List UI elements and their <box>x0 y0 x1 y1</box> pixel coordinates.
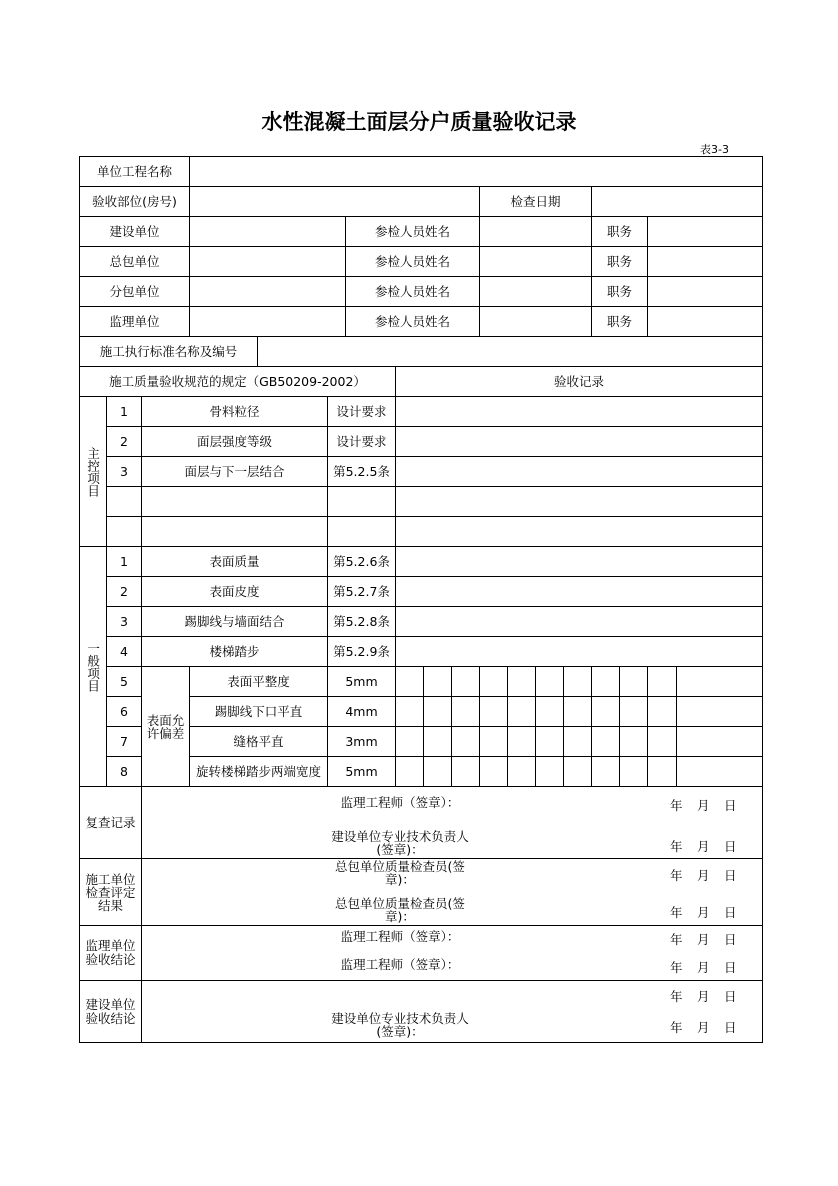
item-spec: 第5.2.7条 <box>327 576 396 607</box>
measurement-cell[interactable] <box>535 756 564 787</box>
day-label: 日 <box>724 960 737 975</box>
project-name-label: 单位工程名称 <box>79 156 190 187</box>
item-number: 2 <box>106 576 142 607</box>
contractor-label: 施工单位检查评定结果 <box>79 858 142 926</box>
item-spec: 5mm <box>327 756 396 787</box>
item-name: 楼梯踏步 <box>141 636 328 667</box>
measurement-cell[interactable] <box>423 726 452 757</box>
inspector-label: 参检人员姓名 <box>345 276 480 307</box>
inspector-field[interactable] <box>479 276 592 307</box>
measurement-cell[interactable] <box>451 726 480 757</box>
measurement-cell[interactable] <box>395 726 424 757</box>
review-sig-supervisor: 监理工程师（签章）： <box>340 795 460 810</box>
item-spec <box>327 516 396 547</box>
measurement-cell[interactable] <box>619 666 648 697</box>
spec-header: 施工质量验收规范的规定（GB50209-2002） <box>79 366 396 397</box>
inspector-field[interactable] <box>479 216 592 247</box>
unit-field[interactable] <box>189 246 346 277</box>
measurement-cell[interactable] <box>507 696 536 727</box>
form-number: 表3-3 <box>700 143 729 156</box>
day-label: 日 <box>724 798 737 813</box>
item-number: 8 <box>106 756 142 787</box>
year-label: 年 <box>670 868 683 883</box>
contractor-sig-1-line2: 章)： <box>385 872 415 887</box>
item-name <box>141 486 328 517</box>
item-record[interactable] <box>395 396 763 427</box>
measurement-cell[interactable] <box>591 696 620 727</box>
measurement-cell[interactable] <box>591 726 620 757</box>
measurement-cell[interactable] <box>619 756 648 787</box>
owner-label: 建设单位验收结论 <box>79 980 142 1043</box>
date-line <box>670 866 751 884</box>
date-line <box>670 1018 751 1036</box>
deviation-label: 表面允许偏差 <box>141 666 190 787</box>
measurement-cell[interactable] <box>563 696 592 727</box>
item-number: 2 <box>106 426 142 457</box>
review-sig-owner-line1: 建设单位专业技术负责人 <box>331 829 469 844</box>
measurement-cell[interactable] <box>619 726 648 757</box>
date-line <box>670 930 751 948</box>
inspector-label: 参检人员姓名 <box>345 216 480 247</box>
owner-sig-line2: (签章)： <box>376 1024 424 1039</box>
year-label: 年 <box>670 798 683 813</box>
item-record[interactable] <box>395 456 763 487</box>
year-label: 年 <box>670 1020 683 1035</box>
measurement-cell[interactable] <box>479 756 508 787</box>
item-name: 旋转楼梯踏步两端宽度 <box>189 756 328 787</box>
unit-label: 分包单位 <box>79 276 190 307</box>
contractor-sig-1-line1: 总包单位质量检查员(签 <box>335 859 465 874</box>
item-record[interactable] <box>395 486 763 517</box>
measurement-cell[interactable] <box>591 666 620 697</box>
record-header: 验收记录 <box>395 366 763 397</box>
page-title: 水性混凝土面层分户质量验收记录 <box>261 110 577 134</box>
item-spec: 4mm <box>327 696 396 727</box>
year-label: 年 <box>670 839 683 854</box>
item-spec: 第5.2.9条 <box>327 636 396 667</box>
position-label: 职务 <box>591 246 648 277</box>
check-date-field[interactable] <box>591 186 763 217</box>
day-label: 日 <box>724 868 737 883</box>
measurement-cell[interactable] <box>563 756 592 787</box>
inspector-field[interactable] <box>479 306 592 337</box>
unit-field[interactable] <box>189 276 346 307</box>
check-date-label: 检查日期 <box>479 186 592 217</box>
position-field[interactable] <box>647 276 763 307</box>
item-number: 6 <box>106 696 142 727</box>
item-number: 3 <box>106 606 142 637</box>
item-spec: 设计要求 <box>327 396 396 427</box>
item-name: 踢脚线与墙面结合 <box>141 606 328 637</box>
measurement-cell[interactable] <box>676 756 763 787</box>
measurement-cell[interactable] <box>591 756 620 787</box>
contractor-sig-2-line2: 章)： <box>385 909 415 924</box>
item-spec: 3mm <box>327 726 396 757</box>
measurement-cell[interactable] <box>451 666 480 697</box>
month-label: 月 <box>697 932 710 947</box>
measurement-cell[interactable] <box>535 666 564 697</box>
month-label: 月 <box>697 1020 710 1035</box>
year-label: 年 <box>670 989 683 1004</box>
month-label: 月 <box>697 989 710 1004</box>
measurement-cell[interactable] <box>423 666 452 697</box>
measurement-cell[interactable] <box>676 696 763 727</box>
position-label: 职务 <box>591 276 648 307</box>
standard-field[interactable] <box>257 336 763 367</box>
owner-sig-line1: 建设单位专业技术负责人 <box>331 1011 469 1026</box>
date-line <box>670 903 751 921</box>
item-number: 5 <box>106 666 142 697</box>
month-label: 月 <box>697 839 710 854</box>
day-label: 日 <box>724 932 737 947</box>
month-label: 月 <box>697 798 710 813</box>
supervisor-sig-1: 监理工程师（签章）： <box>340 929 460 944</box>
year-label: 年 <box>670 960 683 975</box>
date-line <box>670 958 751 976</box>
day-label: 日 <box>724 989 737 1004</box>
measurement-cell[interactable] <box>479 696 508 727</box>
measurement-cell[interactable] <box>647 726 677 757</box>
standard-label: 施工执行标准名称及编号 <box>79 336 258 367</box>
position-field[interactable] <box>647 216 763 247</box>
measurement-cell[interactable] <box>451 696 480 727</box>
measurement-cell[interactable] <box>647 756 677 787</box>
item-record[interactable] <box>395 426 763 457</box>
item-name: 缝格平直 <box>189 726 328 757</box>
item-number <box>106 516 142 547</box>
measurement-cell[interactable] <box>507 666 536 697</box>
main-control-label: 主控项目 <box>79 396 107 547</box>
measurement-cell[interactable] <box>535 726 564 757</box>
position-field[interactable] <box>647 246 763 277</box>
item-record[interactable] <box>395 606 763 637</box>
year-label: 年 <box>670 932 683 947</box>
measurement-cell[interactable] <box>535 696 564 727</box>
day-label: 日 <box>724 905 737 920</box>
measurement-cell[interactable] <box>507 756 536 787</box>
item-name: 面层强度等级 <box>141 426 328 457</box>
day-label: 日 <box>724 1020 737 1035</box>
measurement-cell[interactable] <box>451 756 480 787</box>
location-label: 验收部位(房号) <box>79 186 190 217</box>
item-name: 踢脚线下口平直 <box>189 696 328 727</box>
general-label: 一般项目 <box>79 546 107 787</box>
item-name: 表面平整度 <box>189 666 328 697</box>
supervisor-label: 监理单位验收结论 <box>79 925 142 981</box>
unit-field[interactable] <box>189 306 346 337</box>
position-label: 职务 <box>591 306 648 337</box>
item-spec: 第5.2.5条 <box>327 456 396 487</box>
unit-label: 监理单位 <box>79 306 190 337</box>
item-number: 3 <box>106 456 142 487</box>
measurement-cell[interactable] <box>423 696 452 727</box>
inspector-label: 参检人员姓名 <box>345 306 480 337</box>
item-number <box>106 486 142 517</box>
item-spec: 第5.2.8条 <box>327 606 396 637</box>
date-line <box>670 796 751 814</box>
item-name: 面层与下一层结合 <box>141 456 328 487</box>
project-name-field[interactable] <box>189 156 763 187</box>
item-name: 骨料粒径 <box>141 396 328 427</box>
item-name: 表面皮度 <box>141 576 328 607</box>
item-number: 7 <box>106 726 142 757</box>
item-name: 表面质量 <box>141 546 328 577</box>
measurement-cell[interactable] <box>563 726 592 757</box>
date-line <box>670 987 751 1005</box>
measurement-cell[interactable] <box>395 696 424 727</box>
month-label: 月 <box>697 905 710 920</box>
review-label: 复查记录 <box>79 786 142 859</box>
measurement-cell[interactable] <box>395 756 424 787</box>
measurement-cell[interactable] <box>479 726 508 757</box>
unit-label: 建设单位 <box>79 216 190 247</box>
item-record[interactable] <box>395 516 763 547</box>
location-field[interactable] <box>189 186 480 217</box>
measurement-cell[interactable] <box>423 756 452 787</box>
measurement-cell[interactable] <box>507 726 536 757</box>
day-label: 日 <box>724 839 737 854</box>
item-number: 1 <box>106 396 142 427</box>
measurement-cell[interactable] <box>647 666 677 697</box>
measurement-cell[interactable] <box>676 726 763 757</box>
year-label: 年 <box>670 905 683 920</box>
measurement-cell[interactable] <box>619 696 648 727</box>
item-spec: 第5.2.6条 <box>327 546 396 577</box>
item-record[interactable] <box>395 546 763 577</box>
measurement-cell[interactable] <box>676 666 763 697</box>
measurement-cell[interactable] <box>395 666 424 697</box>
item-name <box>141 516 328 547</box>
item-record[interactable] <box>395 576 763 607</box>
inspector-label: 参检人员姓名 <box>345 246 480 277</box>
position-field[interactable] <box>647 306 763 337</box>
supervisor-sig-2: 监理工程师（签章）： <box>340 957 460 972</box>
position-label: 职务 <box>591 216 648 247</box>
item-spec <box>327 486 396 517</box>
item-spec: 5mm <box>327 666 396 697</box>
month-label: 月 <box>697 960 710 975</box>
date-line <box>670 837 751 855</box>
contractor-sig-2-line1: 总包单位质量检查员(签 <box>335 896 465 911</box>
month-label: 月 <box>697 868 710 883</box>
item-record[interactable] <box>395 636 763 667</box>
measurement-cell[interactable] <box>647 696 677 727</box>
measurement-cell[interactable] <box>479 666 508 697</box>
item-number: 1 <box>106 546 142 577</box>
unit-label: 总包单位 <box>79 246 190 277</box>
inspector-field[interactable] <box>479 246 592 277</box>
unit-field[interactable] <box>189 216 346 247</box>
item-spec: 设计要求 <box>327 426 396 457</box>
measurement-cell[interactable] <box>563 666 592 697</box>
item-number: 4 <box>106 636 142 667</box>
review-sig-owner-line2: (签章)： <box>376 842 424 857</box>
